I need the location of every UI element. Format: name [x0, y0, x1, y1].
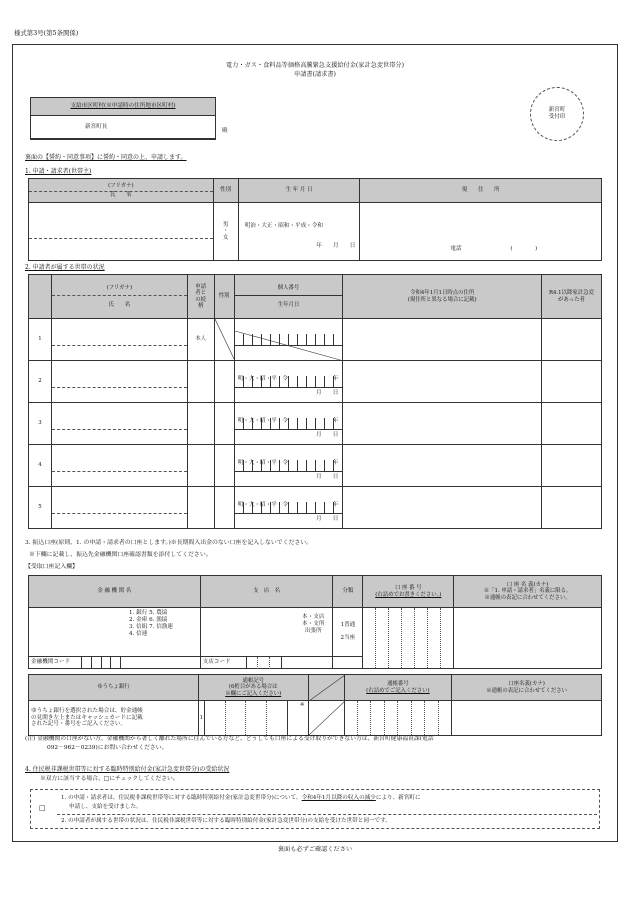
passbook-symbol-field[interactable]: ※: [204, 701, 308, 736]
diagonal-line-icon: [309, 701, 345, 735]
benefit-checkbox[interactable]: □: [39, 804, 46, 812]
bank-name-field[interactable]: 1. 銀行 5. 農協 2. 金庫 6. 漁協 3. 信組 7. 信漁連 4. 信連: [29, 608, 201, 657]
address-field[interactable]: [343, 319, 542, 361]
relation-field[interactable]: [187, 445, 214, 487]
branch-name-field[interactable]: 本・支店 本・支所 出張所: [200, 608, 333, 657]
r4-field[interactable]: [541, 403, 601, 445]
h-address2: (現住所と異なる場合に記載): [407, 296, 477, 303]
acct-no-note: (右詰めでお書きください。): [375, 591, 442, 598]
r4-field[interactable]: [541, 361, 601, 403]
name-header: 氏 名: [110, 191, 132, 198]
account-holder-field[interactable]: [454, 608, 602, 669]
r4-field[interactable]: [541, 445, 601, 487]
section3-sub: 【受取口座記入欄】: [25, 564, 79, 570]
section3-note: ※下欄に記載し、振込先金融機関口座確認書類を添付してください。: [29, 552, 212, 558]
account-type-field[interactable]: 1普通 2当座: [333, 608, 363, 657]
relation-field[interactable]: [187, 487, 214, 529]
member-name-field[interactable]: [51, 361, 187, 403]
form-subtitle: 申請書(請求書): [294, 71, 336, 78]
branch-name-header: 支 店 名: [200, 576, 333, 608]
h-name: 氏 名: [108, 301, 131, 308]
address-field[interactable]: [343, 445, 542, 487]
mynumber-field[interactable]: [234, 319, 343, 361]
table-row: 1 本人: [29, 319, 602, 361]
footnote1: (注) 金融機関の口座がない方、金融機関から著しく離れた場所に住んでいる方など、どうしても口座による受け取りができない方は、新宮町健康福祉課(電話: [25, 736, 434, 742]
h-sex: 性別: [214, 275, 234, 319]
diagonal-line-icon: [309, 675, 345, 701]
passbook-symbol-header: 通帳記号: [242, 677, 265, 684]
passbook-number-field[interactable]: [344, 701, 452, 736]
acct-name-header: 口 座 名 義(カナ): [506, 581, 549, 588]
r4-field[interactable]: [541, 319, 601, 361]
applicant-table: [28, 178, 602, 261]
diagonal-line-icon: [215, 319, 235, 361]
h-furigana: (フリガナ): [52, 285, 187, 295]
address-field[interactable]: [343, 487, 542, 529]
applicant-name-field[interactable]: [29, 203, 214, 261]
birth-header: 生 年 月 日: [238, 179, 360, 203]
section1-title: 1. 申請・請求者(世帯主): [25, 168, 92, 175]
h-address1: 令和4年1月1日時点の住所: [410, 290, 475, 297]
mynumber-birth-field[interactable]: 明・大・昭・平・令 年 月 日: [234, 403, 343, 445]
sex-options[interactable]: 男 ・ 女: [213, 203, 238, 261]
recipient-name: 新宮町長: [85, 124, 108, 130]
recipient-box: [30, 97, 228, 139]
branch-code-field[interactable]: 支店コード: [200, 656, 333, 668]
h-r4: R4.1以降家計急変があった者: [548, 290, 594, 303]
benefit-status-box: □ 1. の申請・請求者は、住民税非課税世帯等に対する臨時特別給付金(家計急変世帯分)について、令和4年1月以降の収入の減少により、新宮町に 申請し、支給を受けました。 2. の申請者が属する世帯の状況は、住民税非課税世帯等に対する臨時特別給付金(家計急変世帯分)の支給を受けた世帯と同一です。: [30, 789, 600, 829]
acct-name-note2: ※通帳の表記に合わせてください。: [484, 594, 571, 601]
consent-text: 裏面の【誓約・同意事項】に誓約・同意の上、申請します。: [25, 154, 187, 161]
section3-title: 3. 振込口座(原則、1. の申請・請求者の口座とします。)※長期間入出金のない口座を記入しないでください。: [25, 540, 313, 546]
section4-title: 4. 住民税非課税世帯等に対する臨時特別給付金(家計急変世帯分)の受給状況: [25, 766, 230, 773]
member-name-field[interactable]: [51, 445, 187, 487]
passbook-number-header: 通帳番号: [387, 681, 409, 688]
acct-no-header: 口 座 番 号: [394, 585, 422, 592]
address-field[interactable]: [343, 361, 542, 403]
r4-field[interactable]: [541, 487, 601, 529]
form-title: 電力・ガス・食料品等価格高騰緊急支援給付金(家計急変世帯分): [225, 62, 405, 69]
yucho-note: ゆうちょ銀行を選択された場合は、貯金通帳 の見開き左上またはキャッシュカードに記載 された記号・番号をご記入ください。: [29, 701, 199, 736]
h-mynumber: 個人番号: [235, 285, 343, 295]
yucho-table: ゆうちょ銀行 通帳記号 (6桁目がある場合は ※欄にご記入ください) 通帳番号 (右詰めでご記入ください) 口座名義(カナ) ※通帳の表記に合わせてください ゆうちょ銀行を選択された場合は、貯金通帳 の見開き左上またはキャッシュカードに記載 された記号・番号をご記入ください。 1 ※: [28, 674, 602, 736]
passbook-name-field[interactable]: [452, 701, 602, 736]
acct-name-note1: ※「1. 申請・請求者」名義に限る。: [483, 588, 572, 595]
account-number-field[interactable]: [363, 608, 454, 669]
table-row: 4 明・大・昭・平・令 年 月 日: [29, 445, 602, 487]
diagonal-line-icon: [235, 331, 344, 361]
sex-field[interactable]: [214, 361, 234, 403]
member-name-field[interactable]: [51, 487, 187, 529]
recipient-header: 支給市区町村(※申請時の住所地市区町村): [31, 98, 215, 116]
mynumber-birth-field[interactable]: 明・大・昭・平・令 年 月 日: [234, 487, 343, 529]
current-address-field[interactable]: 電話 ( ): [360, 203, 602, 261]
bank-name-header: 金 融 機 関 名: [29, 576, 201, 608]
reception-stamp: 新宮町 受付印: [530, 87, 584, 141]
recipient-honorific: 殿: [222, 128, 228, 134]
bank-code-field[interactable]: 金融機関コード: [29, 656, 201, 668]
type-header: 分類: [333, 576, 363, 608]
recipient-name-underline: [30, 139, 216, 140]
table-row: 2 明・大・昭・平・令 年 月 日: [29, 361, 602, 403]
form-number: 様式第3号(第5条関係): [14, 29, 79, 37]
table-row: 5 明・大・昭・平・令 年 月 日: [29, 487, 602, 529]
address-field[interactable]: [343, 403, 542, 445]
relation-field[interactable]: [187, 403, 214, 445]
section2-title: 2. 申請者が属する世帯の状況: [25, 264, 105, 271]
mynumber-birth-field[interactable]: 明・大・昭・平・令 年 月 日: [234, 445, 343, 487]
sex-header: 性別: [213, 179, 238, 203]
birthdate-field[interactable]: 明治・大正・昭和・平成・令和 年 月 日: [238, 203, 360, 261]
footnote2: 092－962－0239)にお問い合わせください。: [47, 745, 168, 751]
relation-field[interactable]: [187, 361, 214, 403]
h-birth: 生年月日: [277, 301, 300, 308]
yucho-header: ゆうちょ銀行: [29, 675, 199, 701]
table-row: 3 明・大・昭・平・令 年 月 日: [29, 403, 602, 445]
address-header: 現 住 所: [360, 179, 602, 203]
self-relation: 本人: [187, 319, 214, 361]
sex-field[interactable]: [214, 445, 234, 487]
passbook-name-header: 口座名義(カナ): [508, 681, 545, 688]
furigana-header: (フリガナ): [29, 183, 213, 191]
member-name-field[interactable]: [51, 319, 187, 361]
member-name-field[interactable]: [51, 403, 187, 445]
h-relation: 申請者との続柄: [195, 283, 207, 309]
sex-field[interactable]: [214, 487, 234, 529]
bank-table: [28, 575, 602, 669]
household-table: [28, 274, 602, 529]
footer-note: 裏面も必ずご確認ください: [277, 846, 353, 853]
mynumber-birth-field[interactable]: 明・大・昭・平・令 年 月 日: [234, 361, 343, 403]
section4-note: ※双方に該当する場合、□にチェックしてください。: [40, 776, 179, 782]
sex-field[interactable]: [214, 403, 234, 445]
